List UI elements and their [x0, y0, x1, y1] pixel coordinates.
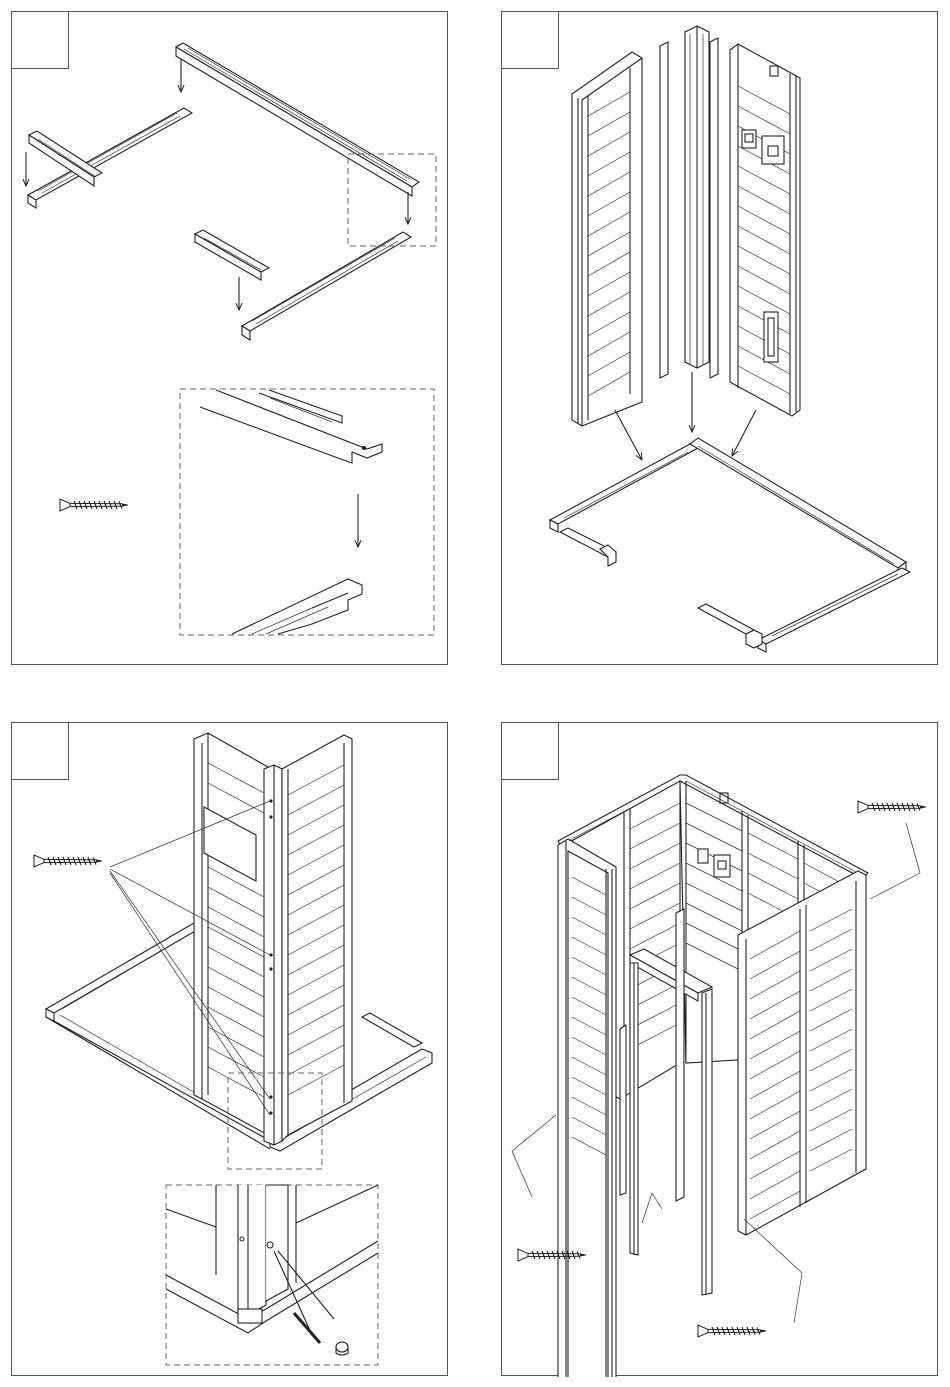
- right-wall-panel: [730, 44, 800, 416]
- step-1-illustration: [12, 12, 449, 666]
- control-panel-box: [698, 849, 708, 863]
- detail-joint-upper: [200, 390, 382, 463]
- step-4-illustration: [502, 723, 939, 1377]
- screw-icon-top: [858, 801, 926, 813]
- arrow-left-panel: [615, 410, 642, 460]
- leader-door: [642, 1193, 652, 1223]
- corner-post: [685, 26, 709, 368]
- step-2-illustration: [502, 12, 939, 666]
- step-3-illustration: [12, 723, 449, 1377]
- base-frame: [550, 438, 910, 652]
- leader-bottom: [794, 1273, 802, 1323]
- leader-top-2: [870, 873, 920, 899]
- control-panel-box: [742, 130, 756, 148]
- leader-left: [512, 1151, 532, 1197]
- left-wall-panel: [572, 52, 642, 426]
- screw-icon: [60, 499, 128, 511]
- control-panel-box-2: [714, 855, 730, 877]
- left-front-wall: [558, 839, 616, 1377]
- top-rail-beam: [176, 43, 419, 196]
- leader-top: [906, 823, 920, 873]
- screw-icon: [34, 855, 102, 867]
- leader-door-2: [652, 1193, 662, 1209]
- leader-bottom-2: [744, 1219, 802, 1273]
- screw-icon-bottom: [698, 1325, 766, 1337]
- detail-joint-lower: [232, 579, 362, 634]
- step-4-panel: [501, 722, 938, 1376]
- corner-post: [264, 765, 282, 1145]
- leader-left-2: [512, 1115, 556, 1151]
- control-panel-box-2: [762, 136, 784, 164]
- detail-corner-joint: [166, 1185, 378, 1333]
- middle-short-piece: [195, 230, 269, 280]
- arrow-right-panel: [732, 410, 756, 456]
- right-front-wall: [738, 871, 866, 1235]
- vent-slot: [764, 312, 778, 362]
- corner-strip-right: [710, 38, 718, 378]
- corner-strip-left: [660, 42, 668, 378]
- corner-wall-right: [282, 735, 352, 1141]
- step-1-panel: [11, 11, 448, 665]
- lower-right-rail: [242, 232, 411, 340]
- step-3-panel: [11, 722, 448, 1376]
- step-2-panel: [501, 11, 938, 665]
